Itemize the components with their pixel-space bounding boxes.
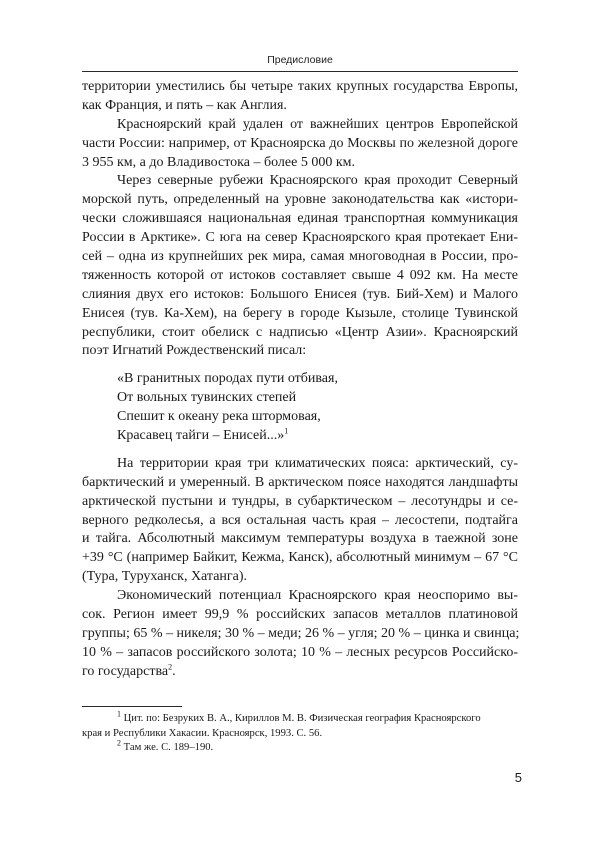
footnote-2: $^2$ Там же. С. 189–190.	[117, 738, 214, 754]
text-line: 10 % – запасов российского золота; 10 % – лесных ресурсов Российско-	[82, 644, 518, 660]
verse-line: От вольных тувинских степей	[117, 390, 297, 406]
footnote-1-cont: края и Республики Хакасии. Красноярск, 1993. С. 56.	[82, 727, 323, 739]
verse-line: «В гранитных породах пути отбивая,	[117, 371, 338, 387]
poem-quote	[82, 370, 518, 446]
text-line: +39 °C (например Байкит, Кежма, Канск), абсолютный минимум – 67 °C	[82, 550, 518, 566]
footnote-1: $^1$ Цит. по: Безруких В. А., Кириллов М. В. Физическая география Красноярского	[117, 709, 481, 724]
footnote-ref[interactable]: 1	[284, 426, 289, 436]
text-line: арктической пустыни и тундры, в субарктическом – лесотундры и се-	[82, 493, 518, 509]
verse-line: Красавец тайги – Енисей...»$^1$	[117, 426, 289, 444]
paragraph	[82, 455, 518, 587]
text-line: тяженность которой от истоков составляет свыше 4 092 км. На месте	[82, 267, 518, 283]
text-line: морской путь, определенный на уровне законодательства как «истори-	[82, 192, 518, 208]
footnote-ref[interactable]: 2	[168, 662, 173, 672]
text-line: Енисея (тув. Ка-Хем), на берегу в городе Кызыле, столице Тувинской	[82, 305, 518, 321]
paragraph	[82, 172, 518, 361]
body-text	[82, 78, 518, 682]
text-line: На территории края три климатических пояса: арктический, су-	[117, 455, 518, 471]
page-number: 5	[514, 770, 522, 785]
text-line: поэт Игнатий Рождественский писал:	[82, 343, 307, 359]
text-line: барктический и умеренный. В арктическом поясе находятся ландшафты	[82, 474, 518, 490]
paragraph	[82, 78, 518, 116]
text-line: республики, стоит обелиск с надписью «Центр Азии». Красноярский	[82, 324, 518, 340]
footnote-divider	[82, 706, 182, 707]
text-line: группы; 65 % – никеля; 30 % – меди; 26 % – угля; 20 % – цинка и свинца;	[82, 625, 520, 641]
text-line: и тайга. Абсолютный максимум температуры воздуха в таежной зоне	[82, 531, 518, 547]
text-line: России в Арктике». С юга на север Красноярского края протекает Ени-	[82, 230, 518, 246]
text-line: Через северные рубежи Красноярского края проходит Северный	[117, 173, 518, 189]
text-line: чески сложившаяся национальная единая транспортная коммуникация	[82, 211, 518, 227]
text-line: территории уместились бы четыре таких крупных государства Европы,	[82, 79, 518, 94]
text-line: Экономический потенциал Красноярского края неоспоримо вы-	[117, 588, 518, 604]
footnotes	[82, 709, 518, 756]
text-line: сей – одна из крупнейших рек мира, самая многоводная в России, про-	[82, 249, 518, 265]
text-line: Красноярский край удален от важнейших центров Европейской	[117, 116, 518, 132]
text-line: сок. Регион имеет 99,9 % российских запасов металлов платиновой	[82, 607, 518, 623]
text-line: как Франция, и пять – как Англия.	[82, 97, 287, 113]
verse-line: Спешит к океану река штормовая,	[117, 409, 321, 425]
running-header: Предисловие	[82, 53, 518, 72]
text-line: го государства$^2$.	[82, 662, 176, 679]
text-line: части России: например, от Красноярска до Москвы по железной дороге	[82, 135, 518, 151]
paragraph	[82, 116, 518, 173]
text-line: 3 955 км, а до Владивостока – более 5 000 км.	[82, 154, 355, 170]
text-line: верного редколесья, а вся остальная часть края – лесостепи, подтайга	[82, 512, 518, 528]
paragraph	[82, 587, 518, 681]
text-line: (Тура, Туруханск, Хатанга).	[82, 569, 248, 585]
text-line: слияния двух его истоков: Большого Енисея (тув. Бий-Хем) и Малого	[82, 286, 518, 302]
